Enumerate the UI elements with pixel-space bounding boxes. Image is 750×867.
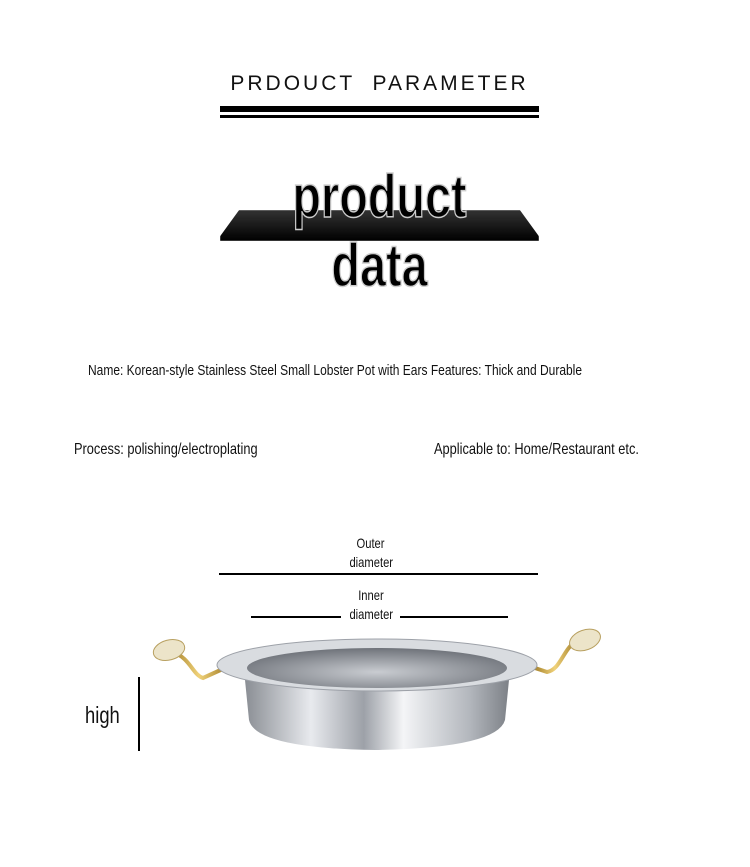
height-label: high xyxy=(85,702,120,728)
inner-diameter-label: Inner diameter xyxy=(349,587,393,622)
title-rule-thick xyxy=(220,106,539,112)
right-handle xyxy=(535,625,603,672)
outer-diameter-line xyxy=(219,573,538,575)
product-name-line: Name: Korean-style Stainless Steel Small Lobster Pot with Ears Features: Thick and Durable xyxy=(88,362,583,379)
process-text: Process: polishing/electroplating xyxy=(74,441,258,458)
pot-image xyxy=(145,620,610,755)
left-handle xyxy=(151,636,225,678)
banner-heading: product data xyxy=(292,163,467,299)
title-rule-thin xyxy=(220,115,539,118)
height-line xyxy=(138,677,140,751)
section-title: PRDOUCT PARAMETER xyxy=(230,72,529,95)
outer-diameter-label: Outer diameter xyxy=(349,535,393,570)
inner-diameter-line-left xyxy=(251,616,341,618)
applicable-text: Applicable to: Home/Restaurant etc. xyxy=(434,441,639,458)
inner-diameter-line-right xyxy=(400,616,508,618)
